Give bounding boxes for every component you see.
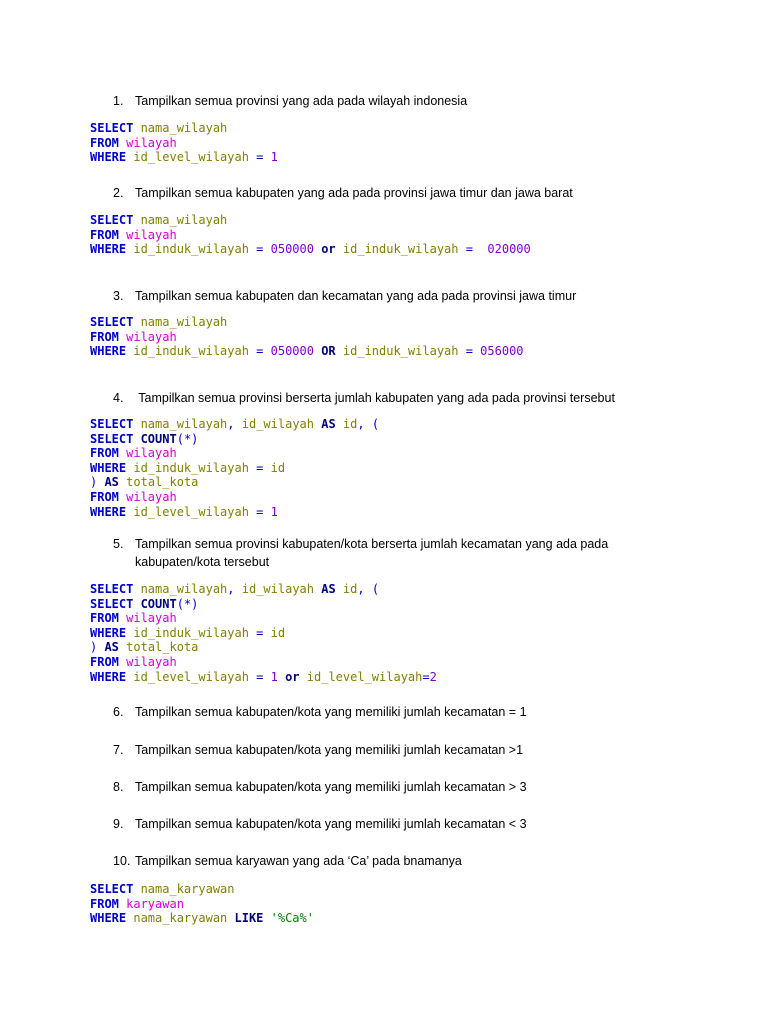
sql-line (90, 136, 278, 151)
question-3 (113, 287, 576, 305)
question-number: 6. (113, 705, 124, 719)
sql-token: wilayah (118, 489, 177, 504)
sql-token: AS (314, 582, 336, 596)
sql-token: 1 (263, 669, 278, 684)
sql-token: wilayah (118, 135, 177, 150)
question-2 (113, 184, 573, 202)
question-number: 8. (113, 780, 124, 794)
question-text: Tampilkan semua kabupaten/kota yang memiliki jumlah kecamatan = 1 (135, 705, 527, 719)
question-5 (113, 535, 608, 571)
sql-token: wilayah (118, 329, 177, 344)
sql-line (90, 315, 524, 330)
sql-token: 050000 (263, 242, 314, 257)
sql-token: id_induk_wilayah (126, 460, 249, 475)
sql-token: nama_karyawan (126, 911, 228, 926)
question-number: 9. (113, 817, 124, 831)
sql-token: = (248, 150, 264, 165)
question-text: Tampilkan semua provinsi yang ada pada wilayah indonesia (135, 94, 468, 108)
sql-line (90, 228, 531, 243)
sql-token: SELECT (90, 213, 134, 227)
sql-token: WHERE (90, 504, 127, 519)
question-text: Tampilkan semua kabupaten yang ada pada provinsi jawa timur dan jawa barat (135, 186, 573, 200)
sql-token: = (248, 504, 264, 519)
sql-token: ) (90, 475, 98, 490)
sql-token: = (248, 625, 264, 640)
question-7 (113, 741, 523, 759)
sql-token: FROM (90, 446, 119, 461)
sql-token: AS (314, 417, 336, 431)
sql-token: 1 (263, 504, 278, 519)
sql-token: id_induk_wilayah (126, 625, 249, 640)
sql-line (90, 475, 379, 490)
sql-token: id_induk_wilayah (126, 344, 249, 359)
sql-token: WHERE (90, 625, 127, 640)
question-text: Tampilkan semua kabupaten/kota yang memiliki jumlah kecamatan >1 (135, 743, 524, 757)
sql-line (90, 655, 437, 670)
sql-token: nama_wilayah (133, 213, 228, 227)
question-text: Tampilkan semua provinsi berserta jumlah kabupaten yang ada pada provinsi tersebut (135, 391, 615, 405)
sql-token: , ( (357, 417, 380, 431)
sql-token: karyawan (118, 896, 184, 911)
sql-block-1 (90, 121, 278, 165)
sql-line (90, 582, 437, 597)
sql-token: AS (97, 640, 119, 655)
question-8 (113, 778, 527, 796)
sql-token: SELECT (90, 315, 134, 329)
sql-token: nama_karyawan (133, 882, 235, 896)
sql-block-10 (90, 882, 314, 926)
sql-token: SELECT (90, 882, 134, 896)
question-text: Tampilkan semua provinsi kabupaten/kota berserta jumlah kecamatan yang ada pada (135, 537, 609, 551)
sql-line (90, 150, 278, 165)
sql-token: id_level_wilayah (299, 669, 423, 684)
sql-token: id_wilayah (234, 582, 314, 596)
sql-block-2 (90, 213, 531, 257)
sql-token: FROM (90, 329, 119, 344)
sql-token: COUNT (133, 431, 177, 446)
sql-token: (*) (176, 596, 199, 611)
question-text: Tampilkan semua kabupaten/kota yang memiliki jumlah kecamatan > 3 (135, 780, 527, 794)
sql-token: COUNT (133, 596, 177, 611)
sql-token: id_induk_wilayah (335, 344, 459, 359)
sql-line (90, 505, 379, 520)
question-text: Tampilkan semua kabupaten dan kecamatan yang ada pada provinsi jawa timur (135, 289, 577, 303)
question-text: Tampilkan semua karyawan yang ada ‘Ca’ pada bnamanya (135, 854, 462, 868)
question-number: 1. (113, 94, 124, 108)
sql-line (90, 213, 531, 228)
sql-token: = (422, 669, 430, 684)
sql-token: 056000 (472, 344, 524, 359)
sql-token: wilayah (118, 611, 177, 626)
sql-token: FROM (90, 611, 119, 626)
sql-token: wilayah (118, 227, 177, 242)
question-number: 10. (113, 854, 131, 868)
sql-block-4 (90, 417, 379, 519)
sql-token: FROM (90, 896, 119, 911)
sql-line (90, 611, 437, 626)
sql-token: WHERE (90, 460, 127, 475)
sql-token: OR (313, 344, 336, 359)
sql-token: wilayah (118, 654, 177, 669)
sql-token: SELECT (90, 417, 134, 431)
sql-token: = (248, 242, 264, 257)
sql-line (90, 597, 437, 612)
sql-token: or (313, 242, 336, 257)
sql-token: 2 (429, 669, 437, 684)
sql-token: = (248, 669, 264, 684)
sql-token: AS (97, 475, 119, 490)
sql-token: or (277, 669, 300, 684)
question-10 (113, 852, 462, 870)
sql-line (90, 882, 314, 897)
sql-line (90, 446, 379, 461)
sql-token: (*) (176, 431, 199, 446)
question-9 (113, 815, 527, 833)
sql-token: SELECT (90, 596, 134, 611)
sql-line (90, 461, 379, 476)
sql-token: id (263, 460, 286, 475)
sql-token: nama_wilayah (133, 315, 228, 329)
question-text-continuation: kabupaten/kota tersebut (135, 555, 270, 569)
sql-token: = (458, 344, 473, 359)
question-4 (113, 389, 615, 407)
sql-token: , (227, 417, 235, 431)
sql-line (90, 330, 524, 345)
sql-token: '%Ca%' (263, 911, 314, 926)
sql-line (90, 432, 379, 447)
sql-token: WHERE (90, 242, 127, 257)
sql-token: id_level_wilayah (126, 504, 249, 519)
sql-token: ) (90, 640, 98, 655)
sql-token: id_level_wilayah (126, 669, 249, 684)
question-text: Tampilkan semua kabupaten/kota yang memiliki jumlah kecamatan < 3 (135, 817, 527, 831)
question-number: 4. (113, 391, 124, 405)
sql-token: total_kota (118, 475, 199, 490)
sql-token: FROM (90, 227, 119, 242)
sql-token: id (335, 582, 358, 596)
sql-token: id_wilayah (234, 417, 314, 431)
sql-token: WHERE (90, 911, 127, 926)
sql-token: FROM (90, 135, 119, 150)
question-1 (113, 92, 467, 110)
sql-token: FROM (90, 654, 119, 669)
question-number: 3. (113, 289, 124, 303)
sql-block-5 (90, 582, 437, 684)
sql-token: id_level_wilayah (126, 150, 249, 165)
sql-token: WHERE (90, 150, 127, 165)
sql-line (90, 242, 531, 257)
sql-token: nama_wilayah (133, 582, 228, 596)
sql-line (90, 670, 437, 685)
sql-line (90, 626, 437, 641)
sql-token: nama_wilayah (133, 417, 228, 431)
sql-token: = (248, 460, 264, 475)
sql-token: id (263, 625, 286, 640)
sql-token: id_induk_wilayah (126, 242, 249, 257)
sql-token: , ( (357, 582, 380, 596)
sql-token: nama_wilayah (133, 121, 228, 135)
sql-token: , (227, 582, 235, 596)
sql-token: LIKE (227, 911, 264, 926)
sql-token: WHERE (90, 344, 127, 359)
question-number: 2. (113, 186, 124, 200)
sql-token: = (248, 344, 264, 359)
question-number: 5. (113, 537, 124, 551)
sql-line (90, 897, 314, 912)
sql-token: total_kota (118, 640, 199, 655)
sql-token: FROM (90, 489, 119, 504)
sql-token: 050000 (263, 344, 314, 359)
sql-token: SELECT (90, 582, 134, 596)
sql-line (90, 911, 314, 926)
sql-line (90, 344, 524, 359)
sql-line (90, 417, 379, 432)
sql-line (90, 490, 379, 505)
sql-token: 1 (263, 150, 278, 165)
sql-token: id (335, 417, 358, 431)
sql-token: = (458, 242, 473, 257)
sql-line (90, 640, 437, 655)
sql-token: 020000 (472, 242, 531, 257)
sql-token: SELECT (90, 121, 134, 135)
sql-block-3 (90, 315, 524, 359)
sql-token: wilayah (118, 446, 177, 461)
question-number: 7. (113, 743, 124, 757)
sql-token: SELECT (90, 431, 134, 446)
sql-token: id_induk_wilayah (335, 242, 459, 257)
question-6 (113, 703, 527, 721)
sql-line (90, 121, 278, 136)
sql-token: WHERE (90, 669, 127, 684)
